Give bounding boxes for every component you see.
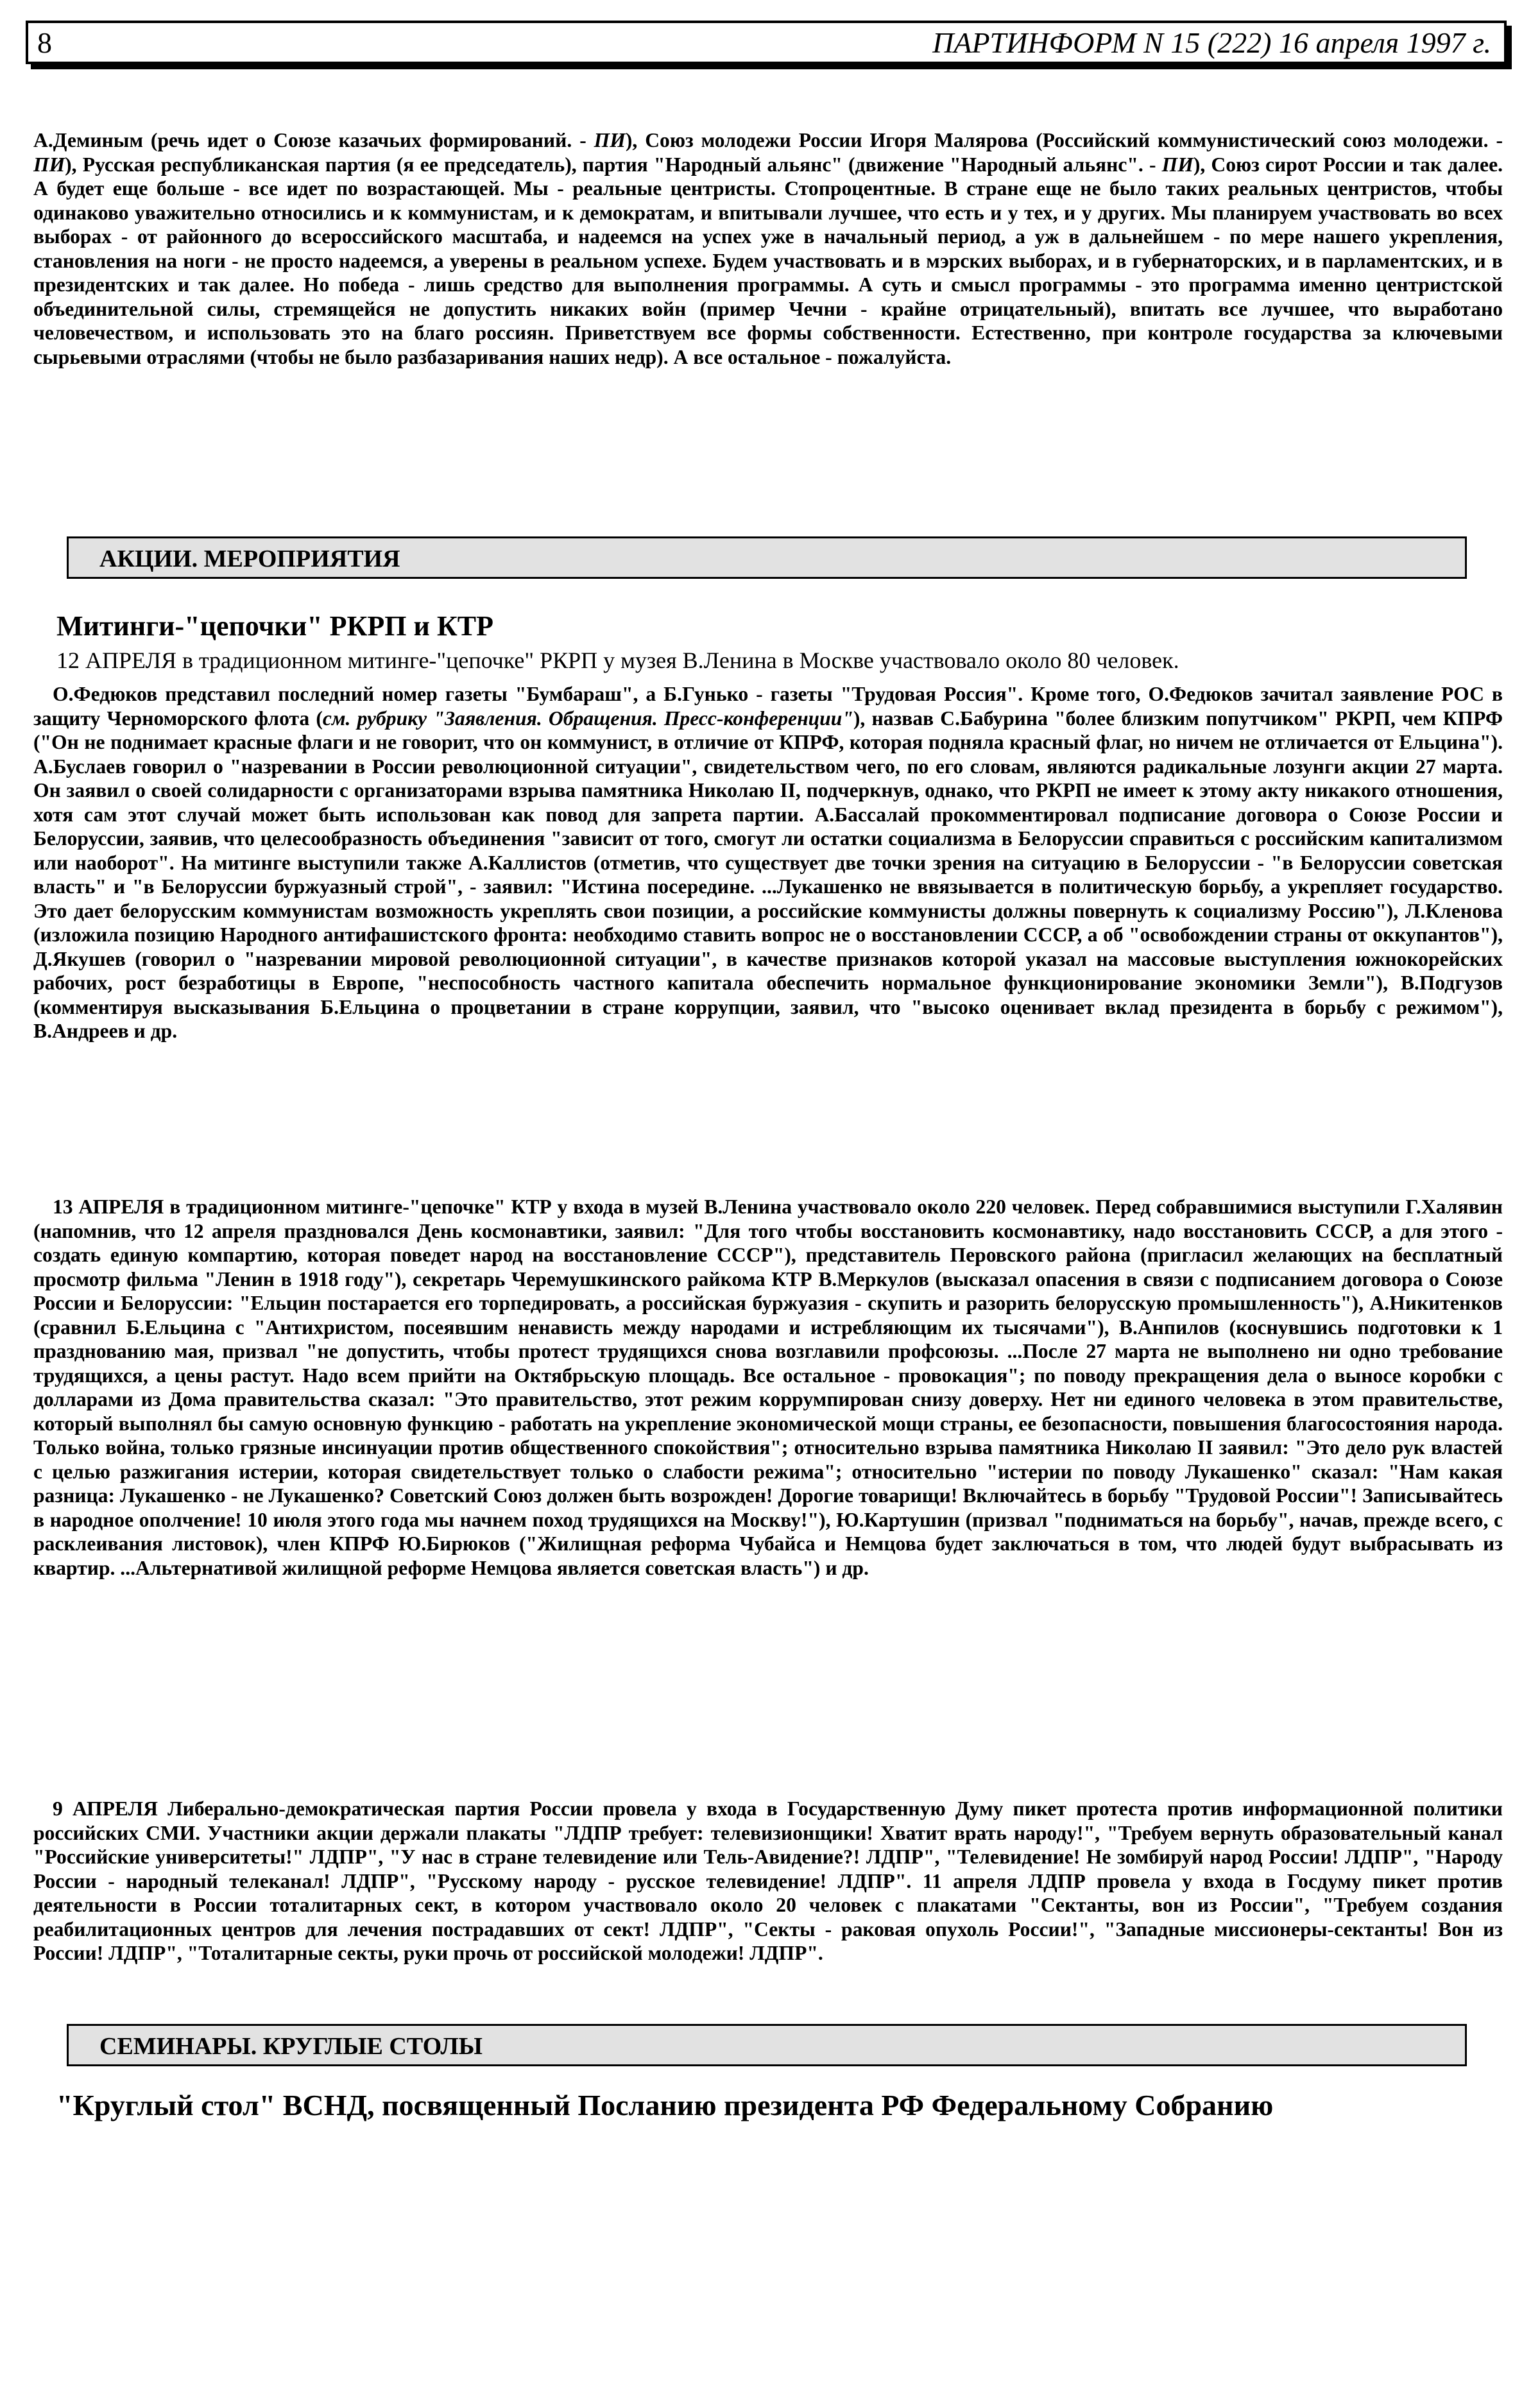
article-paragraph: 9 АПРЕЛЯ Либерально-демократическая партия России провела у входа в Государственную Думу пикет протеста против информационной политики российских СМИ. Участники акции держали плакаты "ЛДПР требует: телевизионщики! Хватит врать народу!", "Требуем вернуть образовательный канал "Российские университеты!" ЛДПР", "У нас в стране телевидение или Тель-Авидение?! ЛДПР", "Телевидение! Не зомбируй народ России! ЛДПР", "Народу России - народный телеканал! ЛДПР", "Русскому народу - русское телевидение! ЛДПР". 11 апреля ЛДПР провела у входа в Госдуму пикет против деятельности в России тоталитарных сект, в котором участвовало около 20 человек с плакатами "Сектанты, вон из России", "Требуем создания реабилитационных центров для лечения пострадавших от сект! ЛДПР", "Секты - раковая опухоль России!", "Западные миссионеры-сектанты! Вон из России! ЛДПР", "Тоталитарные секты, руки прочь от российской молодежи! ЛДПР". (33, 1797, 1503, 1964)
section-title: АКЦИИ. МЕРОПРИЯТИЯ (99, 545, 400, 572)
page-header (26, 21, 1507, 64)
article-paragraph: 13 АПРЕЛЯ в традиционном митинге-"цепочке" КТР у входа в музей В.Ленина участвовало около 220 человек. Перед собравшимися выступили Г.Халявин (напомнив, что 12 апреля праздновался День космонавтики, заявил: "Для того чтобы восстановить космонавтику, надо восстановить СССР, а для этого - создать единую компартию, которая поведет народ на восстановление СССР"), представитель Перовского района (пригласил желающих на бесплатный просмотр фильма "Ленин в 1918 году"), секретарь Черемушкинского райкома КТР В.Меркулов (высказал опасения в связи с подписанием договора о Союзе России и Белоруссии: "Ельцин постарается его торпедировать, а российская буржуазия - скупить и разорить белорусскую промышленность"), А.Никитенков (сравнил Б.Ельцина с "Антихристом, посеявшим ненависть между народами и истребляющим их тысячами"), В.Анпилов (коснувшись подготовки к 1 празднованию мая, призвал "не допустить, чтобы протест трудящихся снова возглавили профсоюзы. ...После 27 марта не выполнено ни одно требование трудящихся, а цены растут. Надо всем прийти на Октябрьскую площадь. Все остальное - провокация"; по поводу прекращения дела о выносе коробки с долларами из Дома правительства сказал: "Это правительство, этот режим коррумпирован снизу доверху. Нет ни единого человека в этом правительстве, который выполнял бы самую основную функцию - работать на укрепление экономической мощи страны, ее безопасности, повышения благосостояния народа. Только война, только грязные инсинуации против общественного спокойствия"; относительно взрыва памятника Николаю II заявил: "Это дело рук властей с целью разжигания истерии, которая свидетельствует только о слабости режима"; относительно "истерии по поводу Лукашенко" сказал: "Нам какая разница: Лукашенко - не Лукашенко? Советский Союз должен быть возрожден! Дорогие товарищи! Включайтесь в борьбу "Трудовой России"! Записывайтесь в народное ополчение! 10 июля этого года мы начнем поход трудящихся на Москву!"), Ю.Картушин (призвал "подниматься на борьбу", начав, прежде всего, с расклеивания листовок), член КПРФ Ю.Бирюков ("Жилищная реформа Чубайса и Немцова будет заключаться в том, что людей будут выбрасывать из квартир. ...Альтернативой жилищной реформе Немцова является советская власть") и др. (33, 1195, 1503, 1579)
page-number: 8 (37, 26, 52, 59)
article-title: Митинги-"цепочки" РКРП и КТР (56, 610, 494, 642)
article-lead: 12 АПРЕЛЯ в традиционном митинге-"цепочке" РКРП у музея В.Ленина в Москве участвовало около 80 человек. (56, 647, 1179, 673)
section-header-seminars (67, 2024, 1467, 2066)
intro-paragraph: А.Деминым (речь идет о Союзе казачьих формирований. - ПИ), Союз молодежи России Игоря Малярова (Российский коммунистический союз молодежи. - ПИ), Русская республиканская партия (я ее председатель), партия "Народный альянс" (движение "Народный альянс". - ПИ), Союз сирот России и так далее. А будет еще больше - все идет по возрастающей. Мы - реальные центристы. Стопроцентные. В стране еще не было таких реальных центристов, чтобы одинаково уважительно относились и к коммунистам, и к демократам, и впитывали лучшее, что есть и у тех, и у других. Мы планируем участвовать во всех выборах - от районного до всероссийского масштаба, и надеемся на успех уже в начальный период, а уж в дальнейшем - по мере нашего укрепления, становления на ноги - не просто надеемся, а уверены в реальном успехе. Будем участвовать и в мэрских выборах, и в губернаторских, и в парламентских, и в президентских и так далее. Но победа - лишь средство для выполнения программы. А суть и смысл программы - это программа именно центристской объединительной силы, стремящейся не допустить никаких войн (пример Чечни - крайне отрицательный), впитать все лучшее, что выработано человечеством, и использовать это на благо россиян. Приветствуем все формы собственности. Естественно, при контроле государства за ключевыми сырьевыми отраслями (чтобы не было разбазаривания наших недр). А все остальное - пожалуйста. (33, 129, 1503, 368)
round-table-title: "Круглый стол" ВСНД, посвященный Посланию президента РФ Федеральному Собранию (56, 2089, 1274, 2121)
publication-title: ПАРТИНФОРМ N 15 (222) 16 апреля 1997 г. (932, 26, 1491, 59)
section-title: СЕМИНАРЫ. КРУГЛЫЕ СТОЛЫ (99, 2033, 483, 2060)
section-header-actions (67, 536, 1467, 579)
article-paragraph: О.Федюков представил последний номер газеты "Бумбараш", а Б.Гунько - газеты "Трудовая Россия". Кроме того, О.Федюков зачитал заявление РОС в защиту Черноморского флота (см. рубрику "Заявления. Обращения. Пресс-конференции"), назвав С.Бабурина "более близким попутчиком" РКРП, чем КПРФ ("Он не поднимает красные флаги и не говорит, что он коммунист, в отличие от КПРФ, которая подняла красный флаг, но ничем не отличается от Ельцина"). А.Буслаев говорил о "назревании в России революционной ситуации", свидетельством чего, по его словам, являются радикальные лозунги акции 27 марта. Он заявил о своей солидарности с организаторами взрыва памятника Николаю II, подчеркнув, однако, что РКРП не имеет к этому акту никакого отношения, хотя сам этот случай может быть использован как повод для запрета партии. А.Бассалай прокомментировал подписание договора о Союзе России и Белоруссии, заявив, что целесообразность объединения "зависит от того, смогут ли остатки социализма в Белоруссии справиться с российским капитализмом или наоборот". На митинге выступили также А.Каллистов (отметив, что существует две точки зрения на ситуацию в Белоруссии - "в Белоруссии советская власть" и "в Белоруссии буржуазный строй", - заявил: "Истина посередине. ...Лукашенко не ввязывается в политическую борьбу, а укрепляет государство. Это дает белорусским коммунистам возможность укреплять свои позиции, а российские коммунисты должны повернуть к социализму Россию"), Л.Кленова (изложила позицию Народного антифашистского фронта: необходимо ставить вопрос не о восстановлении СССР, а об "освобождении страны от оккупантов"), Д.Якушев (говорил о "назревании мировой революционной ситуации", в качестве признаков которой указал на массовые выступления южнокорейских рабочих, рост безработицы в Европе, "неспособность частного капитала обеспечить нормальное функционирование экономики Земли"), В.Подгузов (комментируя высказывания Б.Ельцина о процветании в стране коррупции, заявил, что "высоко оценивает вклад президента в борьбу с режимом"), В.Андреев и др. (33, 683, 1503, 1042)
